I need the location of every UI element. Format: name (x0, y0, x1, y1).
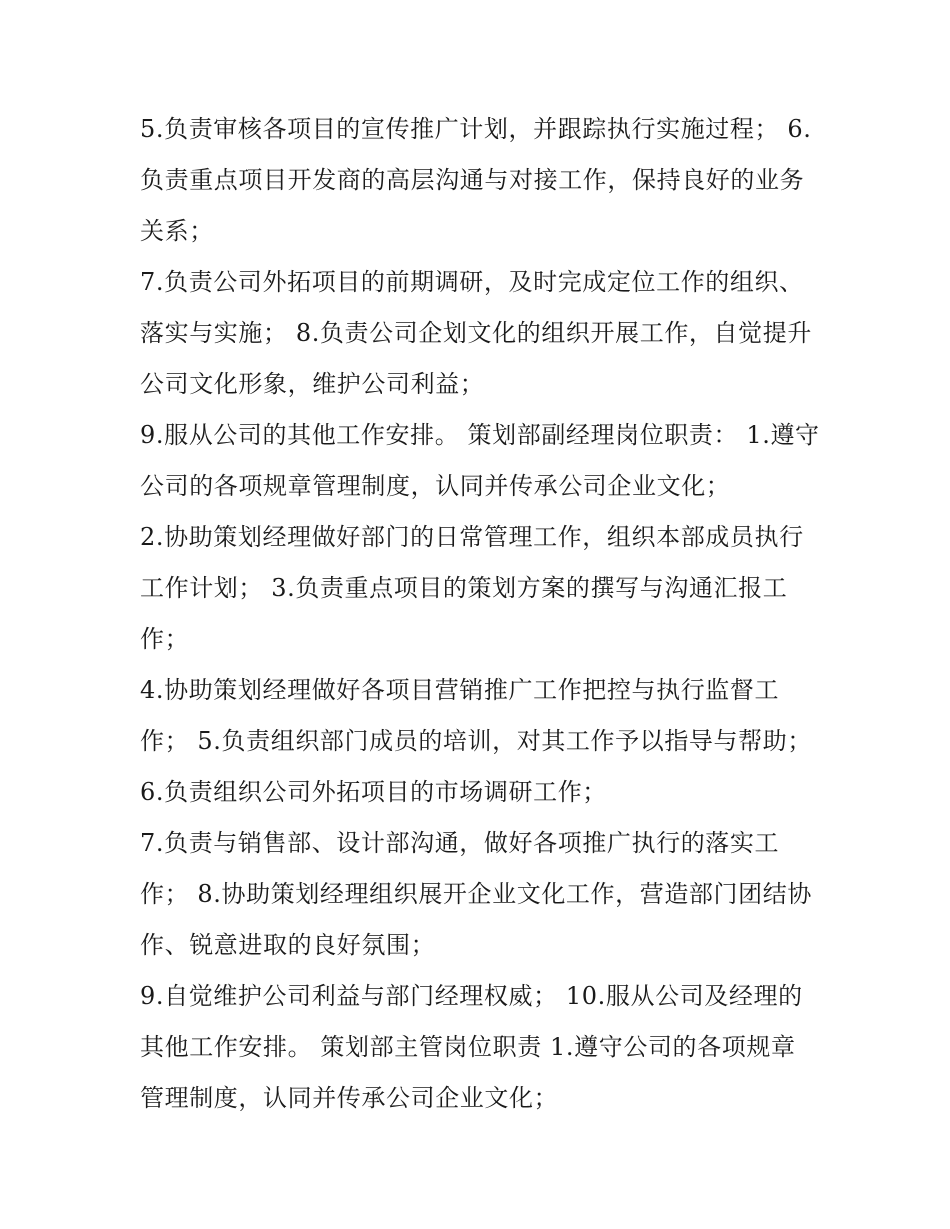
paragraph-6 (140, 767, 820, 818)
document-body (140, 104, 820, 1124)
text-line: 负责重点项目开发商的高层沟通与对接工作，保持良好的业务 (140, 166, 805, 194)
text-line: 关系； (140, 217, 214, 245)
text-line: 9.自觉维护公司利益与部门经理权威； 10.服从公司及经理的 (140, 982, 803, 1010)
paragraph-5 (140, 665, 820, 767)
paragraph-2 (140, 257, 820, 410)
text-line: 公司的各项规章管理制度，认同并传承公司企业文化； (140, 472, 731, 500)
text-line: 作； 8.协助策划经理组织展开企业文化工作，营造部门团结协 (140, 880, 812, 908)
paragraph-4 (140, 512, 820, 665)
text-line: 9.服从公司的其他工作安排。 策划部副经理岗位职责： 1.遵守 (140, 421, 820, 449)
text-line: 2.协助策划经理做好部门的日常管理工作，组织本部成员执行 (140, 523, 804, 551)
text-line: 6.负责组织公司外拓项目的市场调研工作； (140, 778, 607, 806)
paragraph-7 (140, 818, 820, 971)
paragraph-1 (140, 104, 820, 257)
text-line: 7.负责公司外拓项目的前期调研，及时完成定位工作的组织、 (140, 268, 804, 296)
text-line: 作； (140, 625, 190, 653)
text-line: 7.负责与销售部、设计部沟通，做好各项推广执行的落实工 (140, 829, 780, 857)
text-line: 公司文化形象，维护公司利益； (140, 370, 485, 398)
paragraph-3 (140, 410, 820, 512)
paragraph-8 (140, 971, 820, 1124)
text-line: 落实与实施； 8.负责公司企划文化的组织开展工作，自觉提升 (140, 319, 812, 347)
text-line: 工作计划； 3.负责重点项目的策划方案的撰写与沟通汇报工 (140, 574, 788, 602)
text-line: 作； 5.负责组织部门成员的培训，对其工作予以指导与帮助； (140, 727, 812, 755)
text-line: 管理制度，认同并传承公司企业文化； (140, 1084, 559, 1112)
text-line: 作、锐意进取的良好氛围； (140, 931, 436, 959)
text-line: 其他工作安排。 策划部主管岗位职责 1.遵守公司的各项规章 (140, 1033, 796, 1061)
text-line: 5.负责审核各项目的宣传推广计划，并跟踪执行实施过程； 6. (140, 115, 812, 143)
text-line: 4.协助策划经理做好各项目营销推广工作把控与执行监督工 (140, 676, 780, 704)
